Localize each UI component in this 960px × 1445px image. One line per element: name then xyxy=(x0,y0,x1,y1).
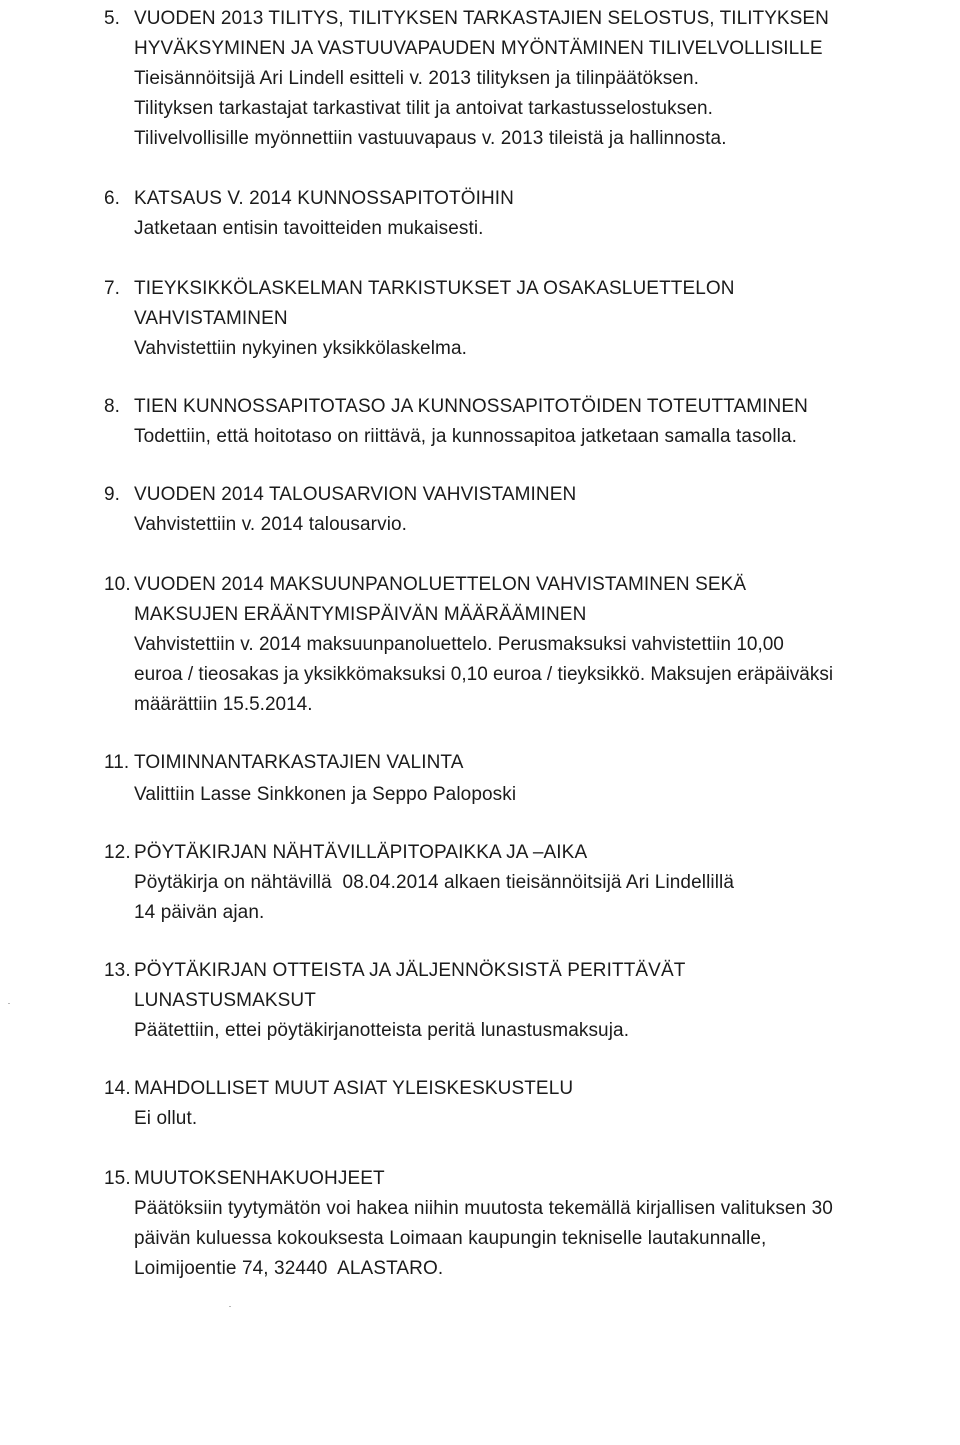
body-line: Vahvistettiin v. 2014 talousarvio. xyxy=(134,514,408,535)
section-body xyxy=(134,780,516,810)
heading-line: VAHVISTAMINEN xyxy=(134,308,288,329)
body-line: Ei ollut. xyxy=(134,1108,198,1129)
section-heading xyxy=(134,1074,573,1104)
section-heading xyxy=(134,274,735,334)
section-number: 15. xyxy=(104,1168,131,1189)
section-heading xyxy=(134,184,514,214)
section-body xyxy=(134,64,727,154)
section-heading xyxy=(134,748,463,778)
heading-line: HYVÄKSYMINEN JA VASTUUVAPAUDEN MYÖNTÄMINEN TILIVELVOLLISILLE xyxy=(134,38,823,59)
body-line: Todettiin, että hoitotaso on riittävä, ja kunnossapitoa jatketaan samalla tasolla. xyxy=(134,426,798,447)
section-number: 8. xyxy=(104,396,121,417)
body-line: Tilivelvollisille myönnettiin vastuuvapaus v. 2013 tileistä ja hallinnosta. xyxy=(134,128,727,149)
section-heading xyxy=(134,956,685,1016)
body-line: Vahvistettiin nykyinen yksikkölaskelma. xyxy=(134,338,468,359)
heading-line: MAHDOLLISET MUUT ASIAT YLEISKESKUSTELU xyxy=(134,1078,574,1099)
body-line: Vahvistettiin v. 2014 maksuunpanoluettelo. Perusmaksuksi vahvistettiin 10,00 xyxy=(134,634,784,655)
section-heading xyxy=(134,4,954,64)
section-number: 10. xyxy=(104,574,131,595)
section-number: 11. xyxy=(104,752,130,773)
body-line: määrättiin 15.5.2014. xyxy=(134,694,313,715)
section-heading xyxy=(134,392,808,422)
heading-line: TOIMINNANTARKASTAJIEN VALINTA xyxy=(134,752,464,773)
heading-line: MUUTOKSENHAKUOHJEET xyxy=(134,1168,385,1189)
section-heading xyxy=(134,480,576,510)
section-number: 12. xyxy=(104,842,131,863)
section-body xyxy=(134,1194,833,1284)
heading-line: MAKSUJEN ERÄÄNTYMISPÄIVÄN MÄÄRÄÄMINEN xyxy=(134,604,587,625)
section-number: 14. xyxy=(104,1078,131,1099)
scan-speck xyxy=(229,1306,231,1307)
section-number: 7. xyxy=(104,278,121,299)
section-heading xyxy=(134,838,587,868)
heading-line: VUODEN 2014 TALOUSARVION VAHVISTAMINEN xyxy=(134,484,577,505)
section-heading xyxy=(134,570,746,630)
section-heading xyxy=(134,1164,385,1194)
heading-line: TIEN KUNNOSSAPITOTASO JA KUNNOSSAPITOTÖIDEN TOTEUTTAMINEN xyxy=(134,396,808,417)
body-line: Päätöksiin tyytymätön voi hakea niihin muutosta tekemällä kirjallisen valituksen 30 xyxy=(134,1198,833,1219)
section-number: 6. xyxy=(104,188,121,209)
section-body xyxy=(134,334,467,364)
scan-speck xyxy=(8,1003,10,1004)
section-body xyxy=(134,1016,629,1046)
body-line: Päätettiin, ettei pöytäkirjanotteista peritä lunastusmaksuja. xyxy=(134,1020,630,1041)
section-body xyxy=(134,510,407,540)
section-body xyxy=(134,868,734,928)
body-line: päivän kuluessa kokouksesta Loimaan kaupungin tekniselle lautakunnalle, xyxy=(134,1228,767,1249)
section-body xyxy=(134,422,797,452)
heading-line: PÖYTÄKIRJAN NÄHTÄVILLÄPITOPAIKKA JA –AIKA xyxy=(134,842,588,863)
heading-line: VUODEN 2014 MAKSUUNPANOLUETTELON VAHVISTAMINEN SEKÄ xyxy=(134,574,747,595)
section-body xyxy=(134,1104,197,1134)
body-line: Pöytäkirja on nähtävillä 08.04.2014 alkaen tieisännöitsijä Ari Lindellillä xyxy=(134,872,735,893)
body-line: Loimijoentie 74, 32440 ALASTARO. xyxy=(134,1258,444,1279)
section-body xyxy=(134,630,833,720)
heading-line: PÖYTÄKIRJAN OTTEISTA JA JÄLJENNÖKSISTÄ PERITTÄVÄT xyxy=(134,960,686,981)
heading-line: TIEYKSIKKÖLASKELMAN TARKISTUKSET JA OSAKASLUETTELON xyxy=(134,278,735,299)
heading-line: LUNASTUSMAKSUT xyxy=(134,990,316,1011)
body-line: Valittiin Lasse Sinkkonen ja Seppo Paloposki xyxy=(134,784,517,805)
body-line: Tilityksen tarkastajat tarkastivat tilit ja antoivat tarkastusselostuksen. xyxy=(134,98,714,119)
section-number: 13. xyxy=(104,960,131,981)
body-line: euroa / tieosakas ja yksikkömaksuksi 0,10 euroa / tieyksikkö. Maksujen eräpäiväksi xyxy=(134,664,834,685)
heading-line: KATSAUS V. 2014 KUNNOSSAPITOTÖIHIN xyxy=(134,188,515,209)
section-number: 5. xyxy=(104,8,121,29)
section-number: 9. xyxy=(104,484,121,505)
body-line: Jatketaan entisin tavoitteiden mukaisesti. xyxy=(134,218,484,239)
section-body xyxy=(134,214,484,244)
body-line: 14 päivän ajan. xyxy=(134,902,265,923)
heading-line: VUODEN 2013 TILITYS, TILITYKSEN TARKASTAJIEN SELOSTUS, TILITYKSEN xyxy=(134,8,829,29)
body-line: Tieisännöitsijä Ari Lindell esitteli v. 2013 tilityksen ja tilinpäätöksen. xyxy=(134,68,700,89)
